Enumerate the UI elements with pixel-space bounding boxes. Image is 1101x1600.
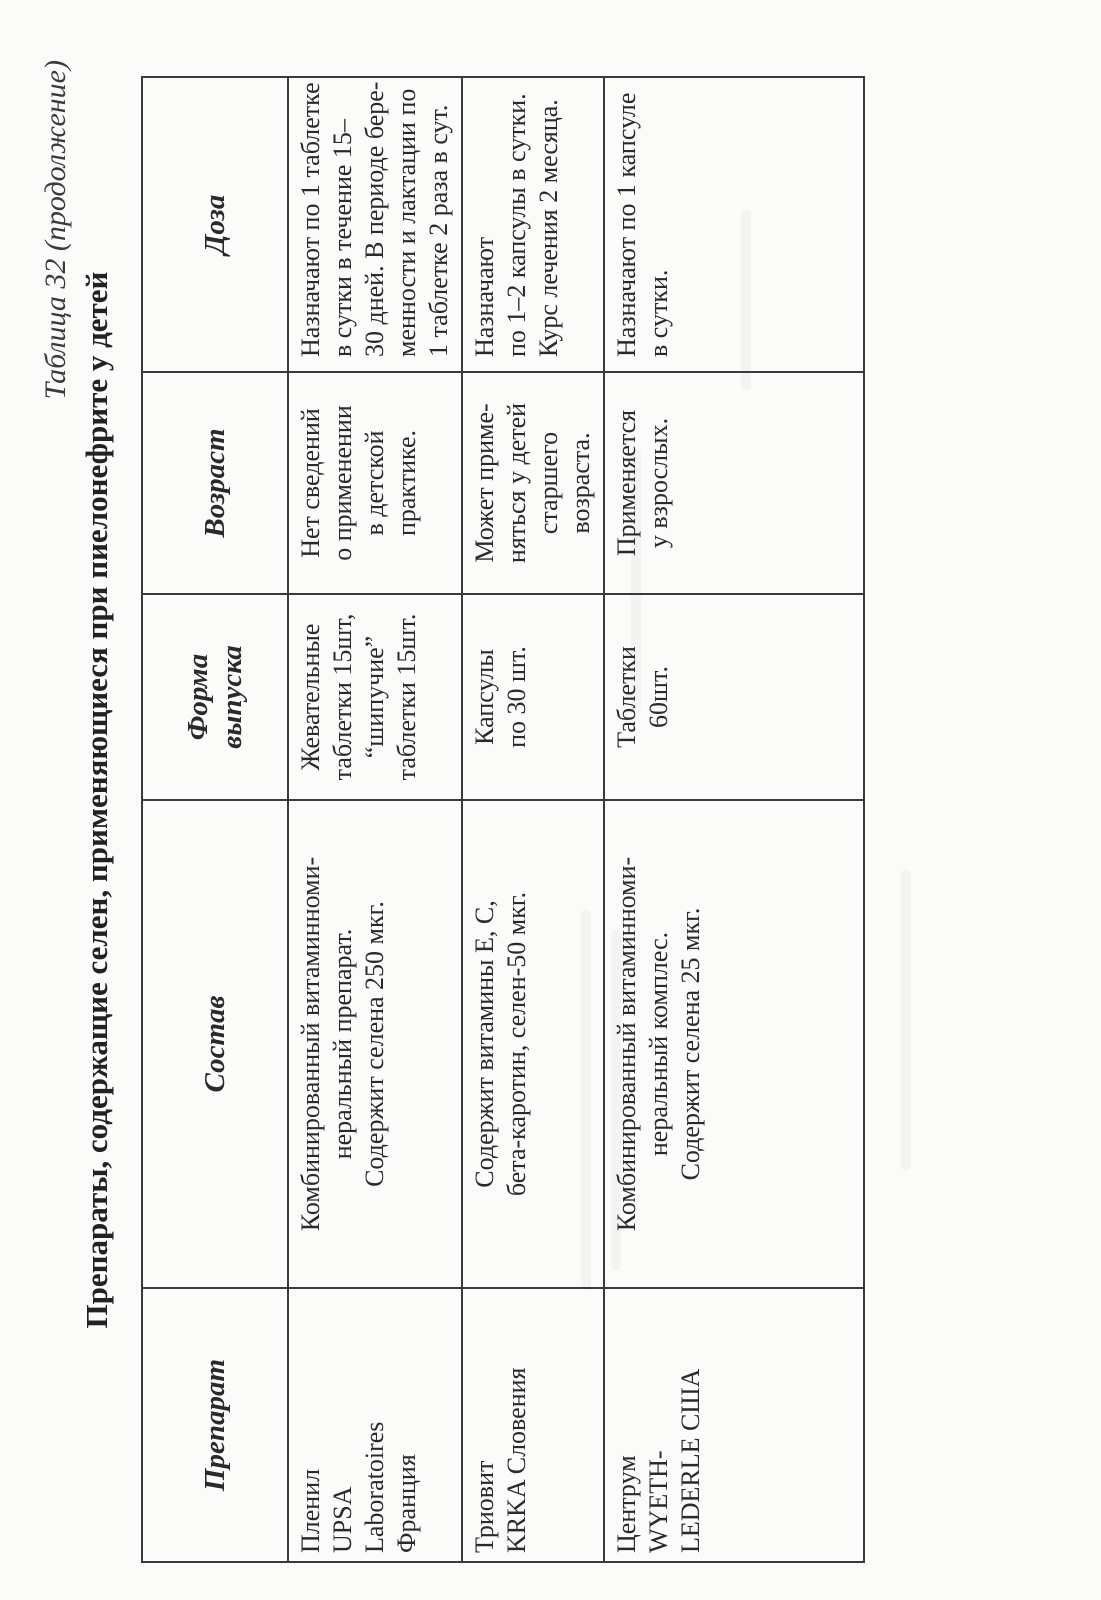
table-row [462,77,604,1562]
cell-dose [604,77,864,372]
cell-line: Жевательные [295,623,325,771]
header-line: выпуска [215,645,248,749]
cell-line: Содержит селена 250 мкг. [359,901,389,1187]
cell-composition [462,800,604,1288]
cell-line: Нет сведений [295,408,325,558]
cell-line: Содержит селена 25 мкг. [675,907,705,1181]
cell-line: Курс лечения 2 месяца. [533,99,563,357]
cell-drug [288,1288,462,1562]
cell-line: старшего [533,431,563,535]
cell-line: Комбинированный витаминноми- [295,856,325,1232]
cell-line: Назначают [469,236,499,357]
cell-line: неральный препарат. [327,928,357,1160]
cell-line: бета-каротин, селен-50 мкг. [501,891,531,1197]
table-title: Препараты, содержащие селен, применяющиеся при пиелонефрите у детей [78,271,114,1329]
header-drug [142,1288,288,1562]
header-line: Возраст [198,428,231,538]
cell-line: у взрослых. [643,417,673,549]
cell-line: 30 дней. В периоде бере- [359,81,389,357]
cell-line: Может приме- [469,403,499,563]
cell-age [288,372,462,594]
cell-composition [288,800,462,1288]
rotated-page [21,10,1081,1590]
cell-line: в сутки в течение 15– [327,119,357,357]
cell-line: Триовит [469,1460,499,1553]
header-line: Состав [198,995,231,1093]
cell-composition [604,800,864,1288]
cell-line: Назначают по 1 таблетке [295,82,325,357]
cell-dose [462,77,604,372]
cell-line: по 30 шт. [501,646,531,748]
cell-line: няться у детей [501,402,531,564]
table-row [288,77,462,1562]
header-form [142,594,288,800]
cell-line: Назначают по 1 капсуле [611,92,641,357]
cell-line: Центрум [611,1455,641,1553]
cell-line: 60шт. [643,666,673,728]
cell-line: “шипучие” [359,635,389,759]
cell-form [288,594,462,800]
cell-drug [604,1288,864,1562]
cell-line: Капсулы [469,649,499,745]
cell-form [604,594,864,800]
cell-dose [288,77,462,372]
cell-line: о применении [327,405,357,561]
cell-line: неральный комплес. [643,931,673,1157]
cell-line: таблетки 15шт, [327,613,357,781]
table-header-row [142,77,288,1562]
table-row [604,77,864,1562]
header-age [142,372,288,594]
cell-line: LEDERLE США [675,1368,705,1553]
drug-table [141,76,865,1563]
cell-age [604,372,864,594]
table-caption: Таблица 32 (продолжение) [38,60,72,400]
header-line: Доза [198,194,231,255]
cell-line: Laboratoires [359,1421,389,1553]
cell-line: KRKA Словения [501,1367,531,1553]
cell-line: таблетки 15шт. [391,613,421,781]
cell-line: в сутки. [643,269,673,357]
header-composition [142,800,288,1288]
cell-form [462,594,604,800]
header-line: Препарат [198,1358,231,1492]
header-dose [142,77,288,372]
cell-line: Франция [391,1454,421,1553]
cell-line: в детской [359,430,389,536]
cell-line: Пленил [295,1468,325,1553]
cell-line: по 1–2 капсулы в сутки. [501,93,531,357]
cell-age [462,372,604,594]
cell-line: UPSA [327,1486,357,1553]
cell-line: Комбинированный витаминноми- [611,856,641,1232]
cell-line: Применяется [611,409,641,557]
header-line: Форма [181,653,214,741]
cell-line: WYETH- [643,1450,673,1553]
cell-line: менности и лактации по [391,88,421,357]
cell-line: 1 таблетке 2 раза в сут. [423,104,453,357]
cell-line: возраста. [565,432,595,534]
cell-drug [462,1288,604,1562]
cell-line: Содержит витамины Е, С, [469,900,499,1188]
cell-line: практике. [391,429,421,537]
cell-line: Таблетки [611,646,641,748]
